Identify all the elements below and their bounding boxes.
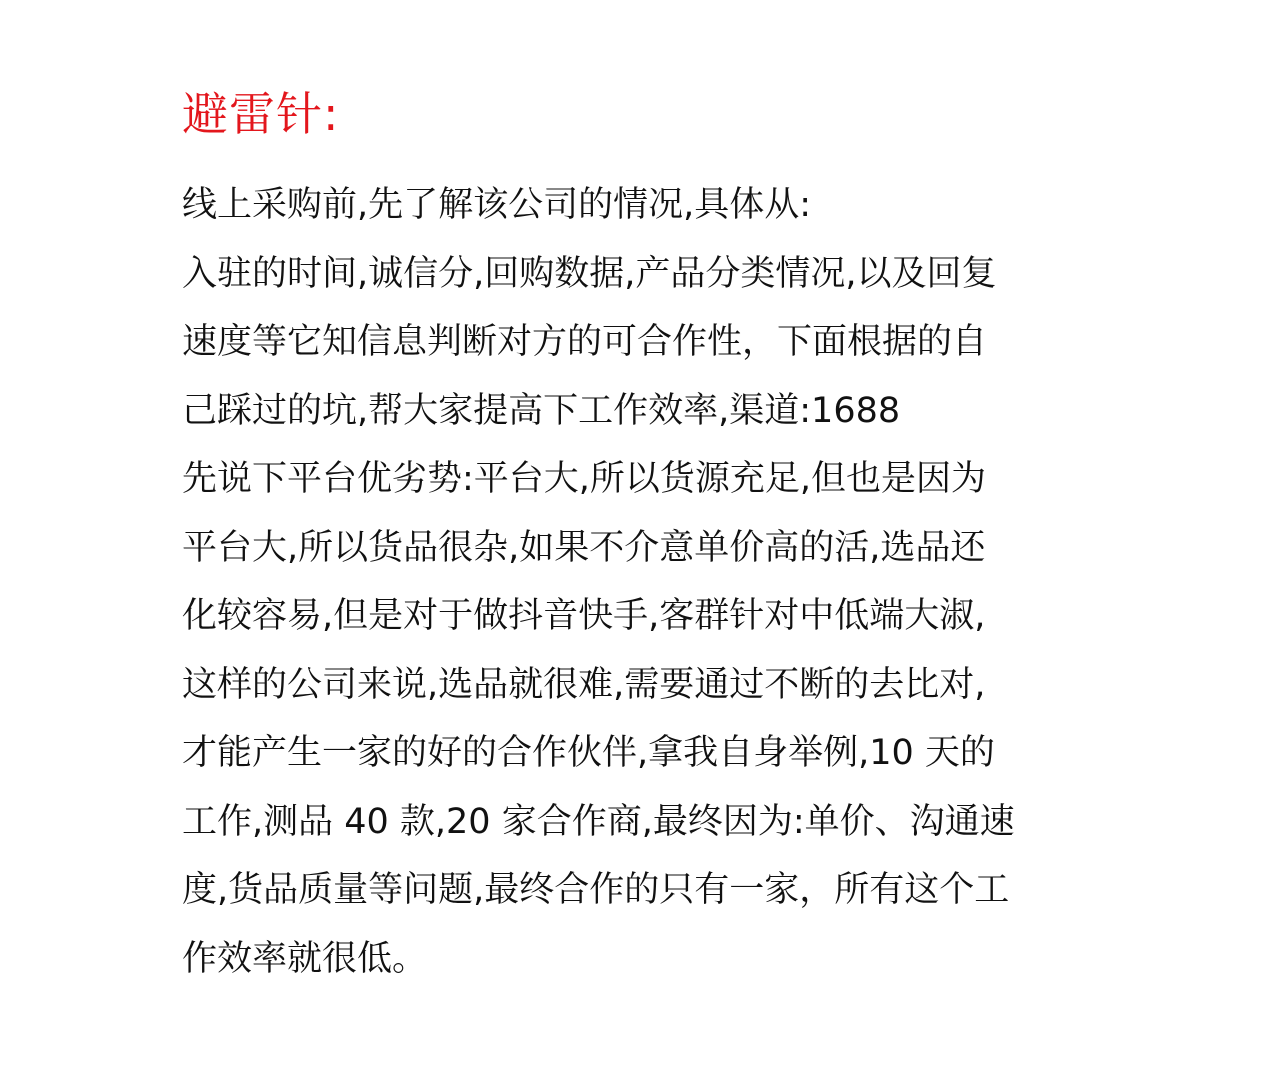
body-line: 入驻的时间,诚信分,回购数据,产品分类情况,以及回复 bbox=[182, 253, 997, 294]
body-line: 速度等它知信息判断对方的可合作性，下面根据的自 bbox=[182, 322, 988, 362]
document-body bbox=[182, 171, 1142, 993]
body-line: 己踩过的坑,帮大家提高下工作效率,渠道:1688 bbox=[182, 390, 901, 431]
body-line: 先说下平台优劣势:平台大,所以货源充足,但也是因为 bbox=[182, 459, 987, 499]
body-line: 工作,测品 40 款,20 家合作商,最终因为:单价、沟通速 bbox=[182, 801, 1015, 842]
body-line: 化较容易,但是对于做抖音快手,客群针对中低端大淑, bbox=[182, 596, 986, 636]
body-line: 线上采购前,先了解该公司的情况,具体从: bbox=[182, 185, 812, 225]
body-line: 平台大,所以货品很杂,如果不介意单价高的活,选品还 bbox=[182, 527, 986, 568]
body-line: 度,货品质量等问题,最终合作的只有一家，所有这个工 bbox=[182, 870, 1010, 910]
document-title: 避雷针: bbox=[182, 87, 340, 141]
body-line: 这样的公司来说,选品就很难,需要通过不断的去比对, bbox=[182, 664, 986, 705]
body-line: 才能产生一家的好的合作伙伴,拿我自身举例,10 天的 bbox=[182, 733, 995, 773]
body-line: 作效率就很低。 bbox=[182, 938, 428, 979]
